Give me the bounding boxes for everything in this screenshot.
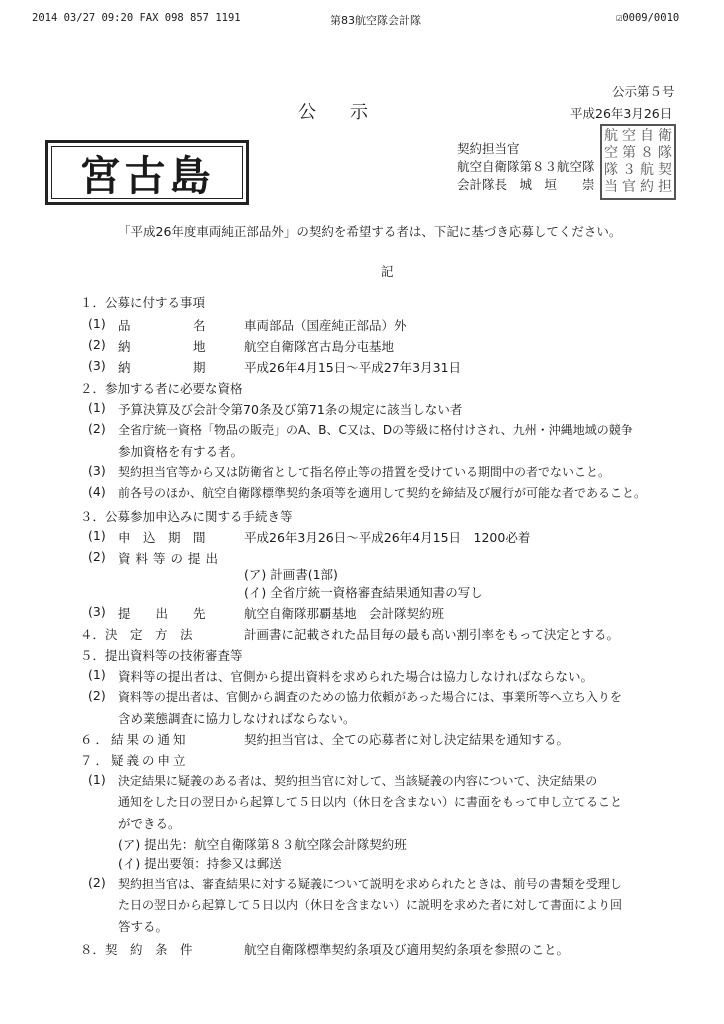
item-label: 資料等の提出 [118, 551, 224, 566]
item-number: (3) [88, 463, 106, 478]
item-text: 資料等の提出者は、官側から調査のための協力依頼があった場合には、事業所等へ立ち入りを [118, 690, 622, 704]
page-title: 公示 [298, 102, 402, 123]
item-text-continued: 通知をした日の翌日から起算して５日以内（休日を含まない）に書面をもって申し立てること [118, 795, 623, 809]
sub-item: (イ) 提出要領：持参又は郵送 [118, 856, 282, 871]
fax-header [0, 12, 724, 28]
item-number: (4) [88, 484, 106, 499]
fax-header-center: 第83航空隊会計隊 [330, 14, 421, 27]
ki-heading: 記 [381, 264, 394, 279]
seal-char: 当 [604, 179, 618, 195]
sub-item: (ア) 提出先：航空自衛隊第８３航空隊会計隊契約班 [118, 837, 407, 852]
item-number: (2) [88, 337, 106, 352]
seal-char: 隊 [604, 162, 618, 178]
sub-item: (イ) 全省庁統一資格審査結果通知書の写し [244, 585, 483, 600]
item-value: 航空自衛隊宮古島分屯基地 [244, 339, 395, 354]
item-text: 資料等の提出者は、官側から提出資料を求められた場合は協力しなければならない。 [118, 669, 594, 684]
item-number: (1) [88, 400, 106, 415]
fax-header-left: 2014 03/27 09:20 FAX 098 857 1191 [32, 12, 241, 24]
section-heading: ５．提出資料等の技術審査等 [80, 648, 243, 663]
sub-item: (ア) 計画書(1部) [244, 567, 338, 582]
location-stamp: 宮古島 [45, 140, 249, 205]
seal-char: ８ [640, 145, 654, 161]
item-value: 平成26年3月26日～平成26年4月15日 1200必着 [244, 530, 531, 545]
section-heading: ４．決 定 方 法 [80, 627, 193, 642]
section-heading: ３．公募参加申込みに関する手続き等 [80, 509, 293, 524]
item-text: 予算決算及び会計令第70条及び第71条の規定に該当しない者 [118, 402, 463, 417]
item-number: (1) [88, 667, 106, 682]
item-text: 決定結果に疑義のある者は、契約担当官に対して、当該疑義の内容について、決定結果の [118, 774, 598, 788]
section-heading: ７．疑義の申立 [80, 753, 189, 768]
item-label: 申 込 期 間 [118, 530, 206, 545]
seal-char: 契 [658, 162, 672, 178]
item-text: 契約担当官は、審査結果に対する疑義について説明を求められたときは、前号の書類を受理し [118, 877, 622, 891]
item-label: 納 期 [118, 360, 206, 375]
seal-char: 自 [640, 128, 654, 144]
seal-char: 衛 [658, 128, 672, 144]
section-text: 航空自衛隊標準契約条項及び適用契約条項を参照のこと。 [244, 942, 570, 957]
seal-char: 航 [604, 128, 618, 144]
item-label: 品 名 [118, 318, 206, 333]
item-text: 全省庁統一資格「物品の販売」のA、B、C又は、Dの等級に格付けされ、九州・沖縄地域の競争 [118, 423, 633, 437]
item-text-continued: ができる。 [118, 816, 181, 831]
item-number: (2) [88, 421, 106, 436]
seal-char: ３ [622, 162, 636, 178]
item-label: 納 地 [118, 339, 206, 354]
section-heading: ６．結果の通知 [80, 732, 189, 747]
item-text-continued: た日の翌日から起算して５日以内（休日を含まない）に説明を求めた者に対して書面により回 [118, 898, 623, 912]
section-text: 計画書に記載された品目毎の最も高い割引率をもって決定とする。 [244, 627, 620, 642]
item-number: (2) [88, 688, 106, 703]
item-number: (3) [88, 604, 106, 619]
seal-char: 第 [622, 145, 636, 161]
officer-unit: 航空自衛隊第８３航空隊 [457, 159, 595, 174]
item-text-continued: 答する。 [118, 919, 169, 934]
seal-char: 空 [604, 145, 618, 161]
section-heading: ８．契 約 条 件 [80, 942, 193, 957]
seal-char: 約 [640, 179, 654, 195]
official-seal [600, 124, 676, 200]
item-value: 航空自衛隊那覇基地 会計隊契約班 [244, 606, 445, 621]
section-heading: １．公募に付する事項 [80, 295, 206, 310]
item-number: (1) [88, 316, 106, 331]
item-number: (2) [88, 549, 106, 564]
item-text-continued: 含め業態調査に協力しなければならない。 [118, 711, 356, 726]
officer-title: 契約担当官 [457, 141, 520, 156]
item-number: (1) [88, 772, 106, 787]
item-value: 車両部品（国産純正部品）外 [244, 318, 407, 333]
item-text: 前各号のほか、航空自衛隊標準契約条項等を適用して契約を締結及び履行が可能な者であること。 [118, 486, 647, 500]
seal-char: 担 [658, 179, 672, 195]
seal-char: 空 [622, 128, 636, 144]
notice-date: 平成26年3月26日 [570, 106, 673, 121]
item-number: (3) [88, 358, 106, 373]
seal-char: 隊 [658, 145, 672, 161]
intro-text: 「平成26年度車両純正部品外」の契約を希望する者は、下記に基づき応募してください。 [118, 224, 622, 239]
seal-char: 官 [622, 179, 636, 195]
contracting-officer [457, 140, 595, 194]
notice-number: 公示第５号 [612, 84, 675, 99]
item-text-continued: 参加資格を有する者。 [118, 444, 244, 459]
officer-name: 会計隊長 城 垣 崇 [457, 177, 595, 192]
section-text: 契約担当官は、全ての応募者に対し決定結果を通知する。 [244, 732, 570, 747]
item-label: 提 出 先 [118, 606, 206, 621]
seal-char: 航 [640, 162, 654, 178]
item-number: (1) [88, 528, 106, 543]
fax-header-page: ☑0009/0010 [616, 12, 680, 24]
item-number: (2) [88, 875, 106, 890]
section-heading: ２．参加する者に必要な資格 [80, 381, 243, 396]
item-value: 平成26年4月15日～平成27年3月31日 [244, 360, 462, 375]
item-text: 契約担当官等から又は防衛省として指名停止等の措置を受けている期間中の者でないこと。 [118, 465, 611, 479]
